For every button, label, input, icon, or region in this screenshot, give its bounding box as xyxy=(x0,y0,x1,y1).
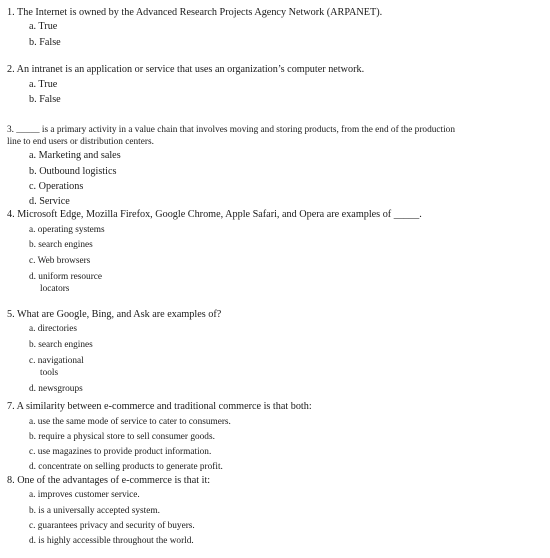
question-4-text: 4. Microsoft Edge, Mozilla Firefox, Google Chrome, Apple Safari, and Opera are examples of _____. xyxy=(7,209,422,220)
question-7-option-a[interactable]: a. use the same mode of service to cater to consumers. xyxy=(29,417,231,427)
question-8-option-a[interactable]: a. improves customer service. xyxy=(29,490,140,500)
question-4-option-c[interactable]: c. Web browsers xyxy=(29,256,91,266)
question-7-text: 7. A similarity between e-commerce and traditional commerce is that both: xyxy=(7,401,312,412)
question-1-option-b[interactable]: b. False xyxy=(29,37,61,48)
question-5-option-d[interactable]: d. newsgroups xyxy=(29,384,83,394)
question-4-option-d[interactable]: d. uniform resource xyxy=(29,272,103,282)
question-2-option-a[interactable]: a. True xyxy=(29,79,58,90)
question-3-text-line-2: line to end users or distribution centers. xyxy=(7,137,154,147)
question-3-option-d[interactable]: d. Service xyxy=(29,196,70,207)
question-8-option-b[interactable]: b. is a universally accepted system. xyxy=(29,506,160,516)
question-4-option-a[interactable]: a. operating systems xyxy=(29,225,105,235)
question-3-option-a[interactable]: a. Marketing and sales xyxy=(29,150,121,161)
question-2-text: 2. An intranet is an application or service that uses an organization’s computer network. xyxy=(7,64,365,75)
question-8-option-c[interactable]: c. guarantees privacy and security of buyers. xyxy=(29,521,195,531)
question-5-text: 5. What are Google, Bing, and Ask are examples of? xyxy=(7,309,222,320)
question-5-option-c-continuation: tools xyxy=(40,368,59,378)
question-7-option-c[interactable]: c. use magazines to provide product information. xyxy=(29,447,212,457)
question-3-option-b[interactable]: b. Outbound logistics xyxy=(29,166,117,177)
question-5-option-a[interactable]: a. directories xyxy=(29,324,78,334)
question-5-option-c[interactable]: c. navigational xyxy=(29,356,84,366)
question-1-option-a[interactable]: a. True xyxy=(29,21,58,32)
question-5-option-b[interactable]: b. search engines xyxy=(29,340,93,350)
question-8-option-d[interactable]: d. is highly accessible throughout the world. xyxy=(29,536,194,546)
question-7-option-b[interactable]: b. require a physical store to sell consumer goods. xyxy=(29,432,215,442)
question-8-text: 8. One of the advantages of e-commerce is that it: xyxy=(7,475,211,486)
question-2-option-b[interactable]: b. False xyxy=(29,94,61,105)
question-7-option-d[interactable]: d. concentrate on selling products to generate profit. xyxy=(29,462,223,472)
question-3-option-c[interactable]: c. Operations xyxy=(29,181,84,192)
question-4-option-d-continuation: locators xyxy=(40,284,70,294)
question-3-text-line-1: 3. _____ is a primary activity in a value chain that involves moving and storing products, from the end of the production xyxy=(7,125,455,135)
question-1-text: 1. The Internet is owned by the Advanced Research Projects Agency Network (ARPANET). xyxy=(7,7,383,18)
question-4-option-b[interactable]: b. search engines xyxy=(29,240,93,250)
